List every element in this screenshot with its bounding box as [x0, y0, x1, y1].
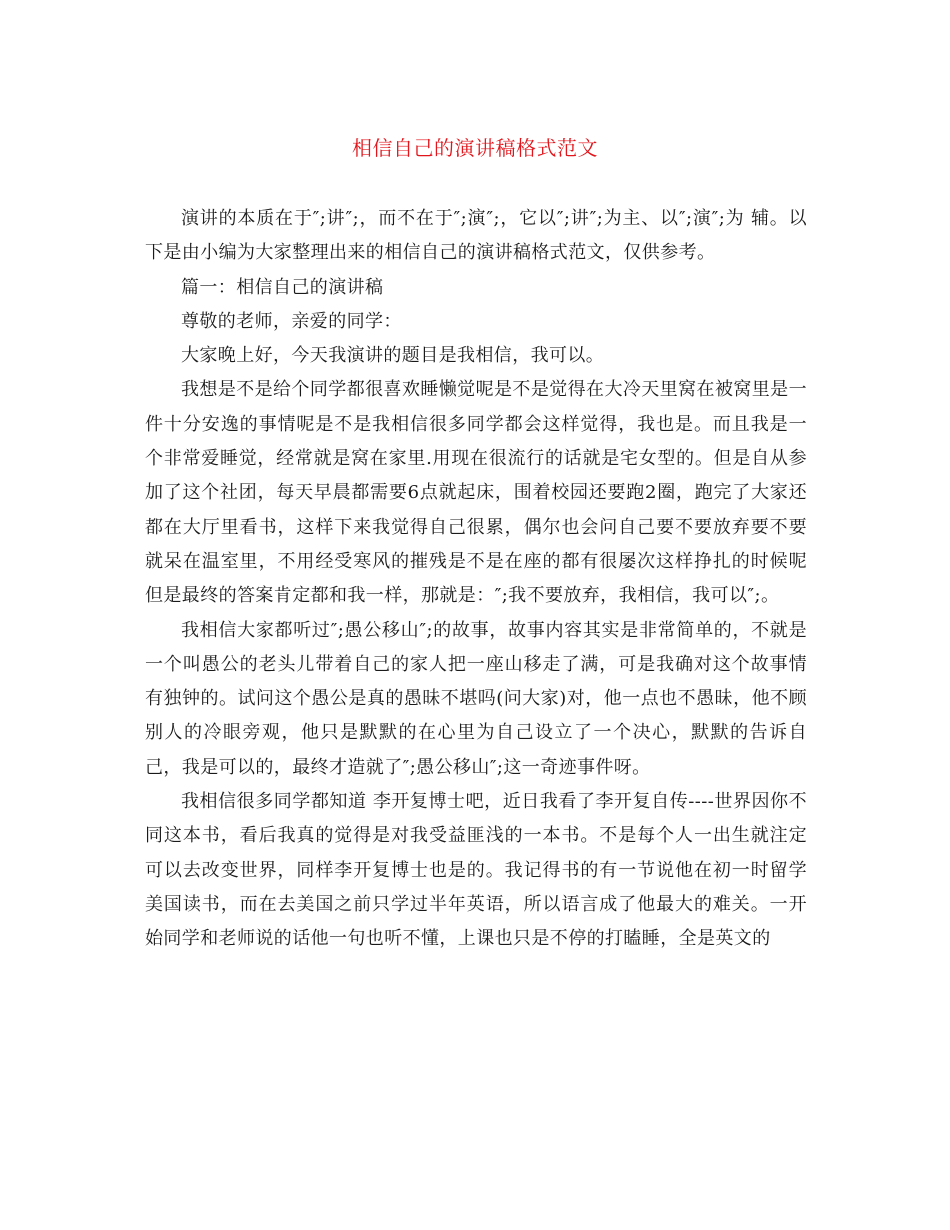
paragraph-body-2: 我相信大家都听过″;愚公移山″;的故事，故事内容其实是非常简单的，不就是一个叫愚公的老头儿带着自己的家人把一座山移走了满，可是我确对这个故事情有独钟的。试问这个愚公是真的愚昧不堪吗(问大家)对，他一点也不愚昧，他不顾别人的冷眼旁观，他只是默默的在心里为自己设立了一个决心，默默的告诉自己，我是可以的，最终才造就了″;愚公移山″;这一奇迹事件呀。: [145, 619, 807, 778]
paragraph-greeting: 大家晚上好，今天我演讲的题目是我相信，我可以。: [181, 345, 605, 367]
document-title: 相信自己的演讲稿格式范文: [352, 136, 598, 160]
paragraph-body-1: 我想是不是给个同学都很喜欢睡懒觉呢是不是觉得在大冷天里窝在被窝里是一件十分安逸的事情呢是不是我相信很多同学都会这样觉得，我也是。而且我是一个非常爱睡觉，经常就是窝在家里.用现在很流行的话就是宅女型的。但是自从参加了这个社团，每天早晨都需要6点就起床，围着校园还要跑2圈，跑完了大家还都在大厅里看书，这样下来我觉得自己很累，偶尔也会问自己要不要放弃要不要就呆在温室里，不用经受寒风的摧残是不是在座的都有很屡次这样挣扎的时候呢但是最终的答案肯定都和我一样，那就是：″;我不要放弃，我相信，我可以″;。: [145, 379, 807, 607]
paragraph-salutation: 尊敬的老师，亲爱的同学：: [181, 310, 402, 332]
paragraph-intro: 演讲的本质在于″;讲″;，而不在于″;演″;，它以″;讲″;为主、以″;演″;为 辅。以下是由小编为大家整理出来的相信自己的演讲稿格式范文，仅供参考。: [145, 208, 807, 264]
document-body: [145, 202, 807, 957]
paragraph-section-heading: 篇一：相信自己的演讲稿: [181, 276, 384, 298]
paragraph-body-3: 我相信很多同学都知道 李开复博士吧，近日我看了李开复自传----世界因你不同这本书，看后我真的觉得是对我受益匪浅的一本书。不是每个人一出生就注定可以去改变世界，同样李开复博士也是的。我记得书的有一节说他在初一时留学美国读书，而在去美国之前只学过半年英语，所以语言成了他最大的难关。一开始同学和老师说的话他一句也听不懂，上课也只是不停的打瞌睡，全是英文的: [145, 791, 807, 950]
